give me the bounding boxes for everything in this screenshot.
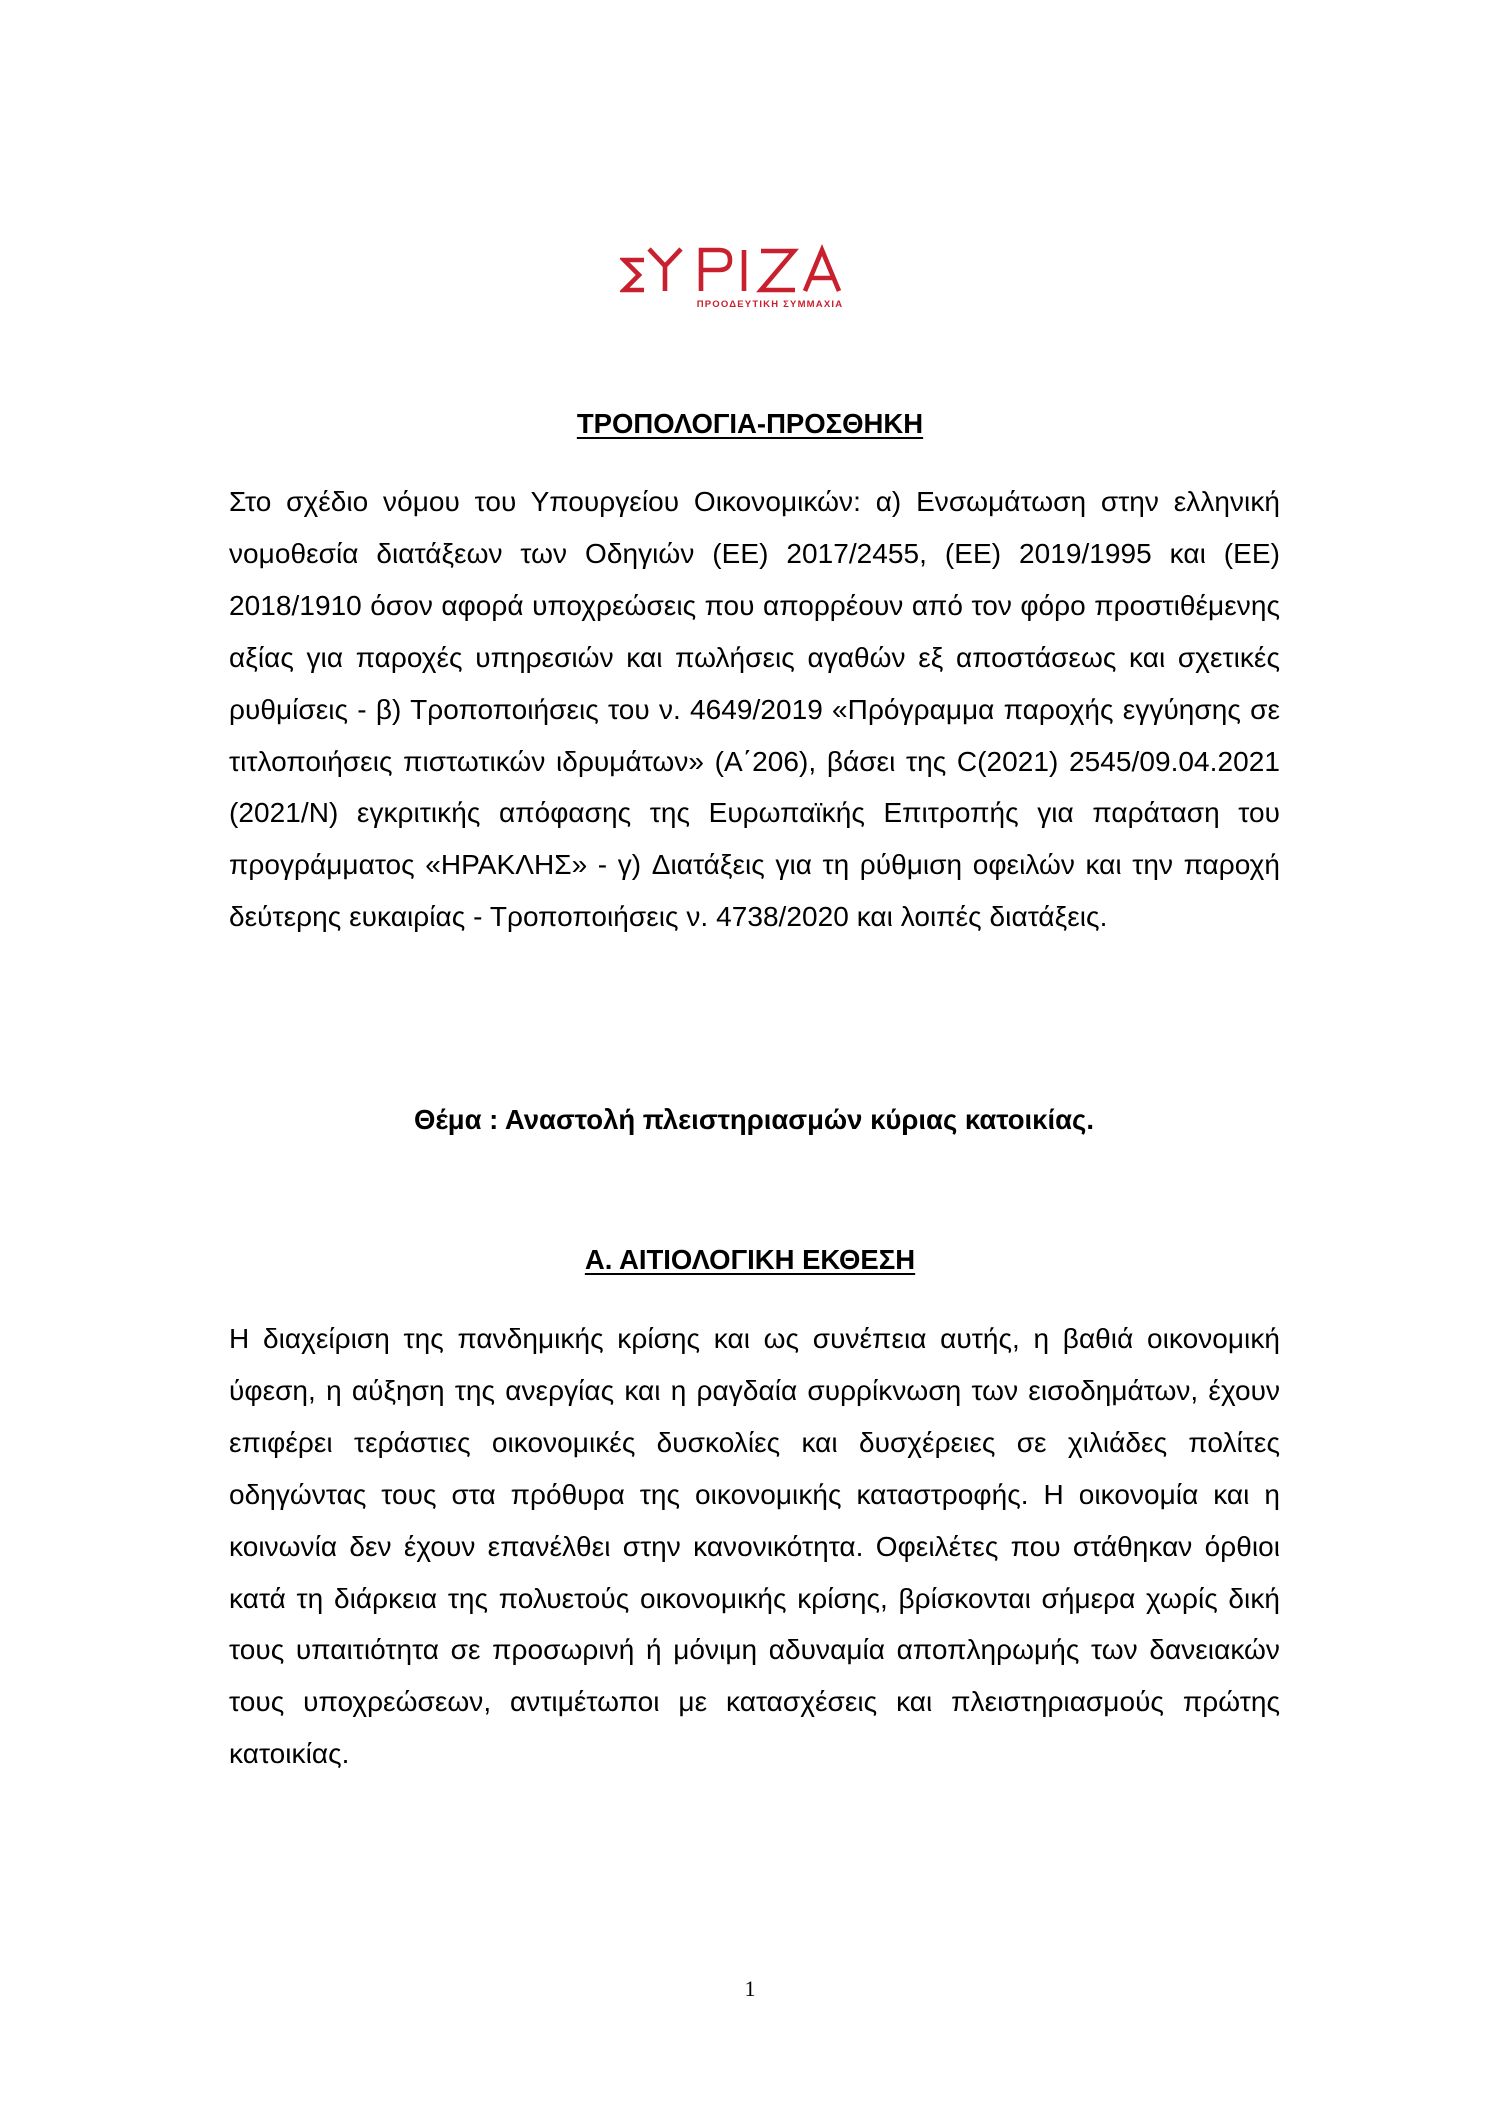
letter-y: [649, 249, 681, 291]
sigma-mark: [624, 260, 644, 290]
section-a-body: Η διαχείριση της πανδημικής κρίσης και ως συνέπεια αυτής, η βαθιά οικονομική ύφεση, η αύξηση της ανεργίας και η ραγδαία συρρίκνωση των εισοδημάτων, έχουν επιφέρει τεράστιες οικονομικές δυσκολίες και δυσχέρειες σε χιλιάδες πολίτες οδηγώντας τους στα πρόθυρα της οικονομικής καταστροφής. Η οικονομία και η κοινωνία δεν έχουν επανέλθει στην κανονικότητα. Οφειλέτες που στάθηκαν όρθιοι κατά τη διάρκεια της πολυετούς οικονομικής κρίσης, βρίσκονται σήμερα χωρίς δική τους υπαιτιότητα σε προσωρινή ή μόνιμη αδυναμία αποπληρωμής των δανειακών τους υποχρεώσεων, αντιμέτωποι με κατασχέσεις και πλειστηριασμούς πρώτης κατοικίας.: [229, 1323, 1280, 1770]
logo-tagline: ΠΡΟΟΔΕΥΤΙΚΗ ΣΥΜΜΑΧΙΑ: [696, 299, 844, 310]
letter-a: [805, 250, 839, 291]
letter-z: [761, 251, 795, 290]
document-title: ΤΡΟΠΟΛΟΓΙΑ-ΠΡΟΣΘΗΚΗ: [576, 408, 924, 439]
party-logo: [620, 236, 886, 310]
intro-paragraph: Στο σχέδιο νόμου του Υπουργείου Οικονομικών: α) Ενσωμάτωση στην ελληνική νομοθεσία διατάξεων των Οδηγιών (ΕΕ) 2017/2455, (ΕΕ) 2019/1995 και (ΕΕ) 2018/1910 όσον αφορά υποχρεώσεις που απορρέουν από τον φόρο προστιθέμενης αξίας για παροχές υπηρεσιών και πωλήσεις αγαθών εξ αποστάσεως και σχετικές ρυθμίσεις - β) Τροποποιήσεις του ν. 4649/2019 «Πρόγραμμα παροχής εγγύησης σε τιτλοποιήσεις πιστωτικών ιδρυμάτων» (Α΄206), βάσει της C(2021) 2545/09.04.2021 (2021/N) εγκριτικής απόφασης της Ευρωπαϊκής Επιτροπής για παράταση του προγράμματος «ΗΡΑΚΛΗΣ» - γ) Διατάξεις για τη ρύθμιση οφειλών και την παροχή δεύτερης ευκαιρίας - Τροποποιήσεις ν. 4738/2020 και λοιπές διατάξεις.: [229, 486, 1280, 933]
subject-heading: Θέμα : Αναστολή πλειστηριασμών κύριας κατοικίας.: [413, 1104, 1095, 1135]
letter-p: [701, 250, 730, 291]
page-number: 1: [744, 1976, 756, 2001]
party-logo-graphic: [620, 236, 886, 310]
section-a-title: Α. ΑΙΤΙΟΛΟΓΙΚΗ ΕΚΘΕΣΗ: [584, 1244, 916, 1275]
